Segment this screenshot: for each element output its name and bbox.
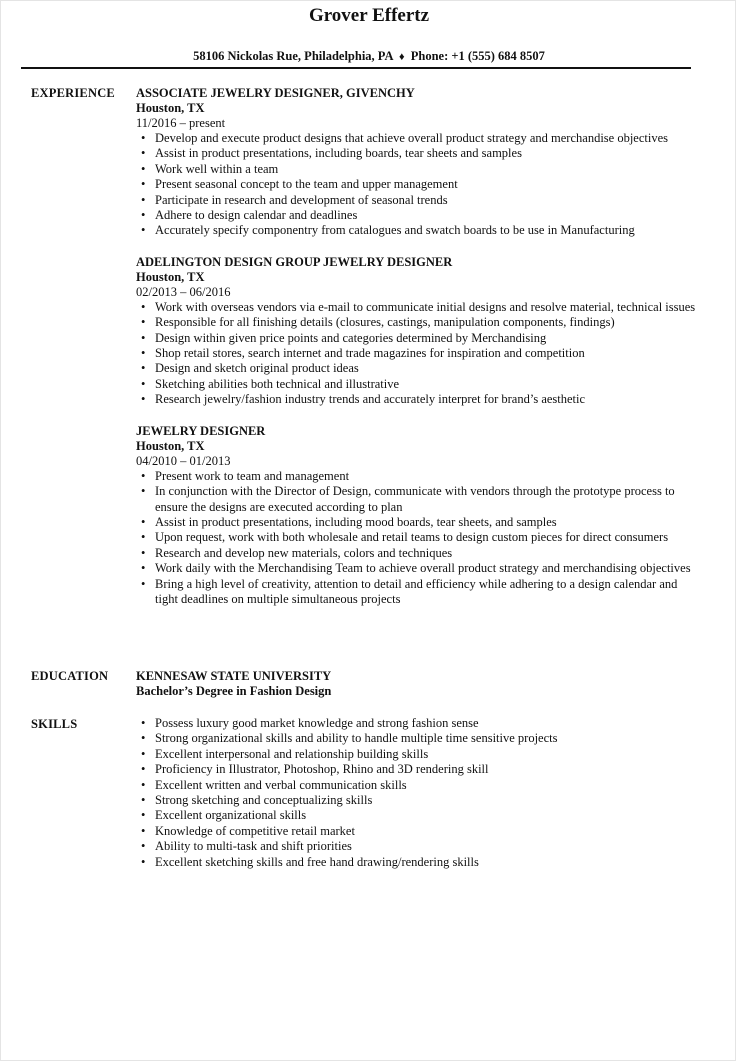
bullet-item: • Sketching abilities both technical and illustrative bbox=[136, 377, 696, 392]
education-body bbox=[136, 668, 696, 699]
skill-item: • Knowledge of competitive retail market bbox=[136, 824, 696, 839]
skill-item: • Ability to multi-task and shift priorities bbox=[136, 839, 696, 854]
experience-list bbox=[136, 85, 696, 622]
bullet-item: • Present seasonal concept to the team and upper management bbox=[136, 177, 696, 192]
header-divider bbox=[21, 67, 691, 69]
job-dates: 11/2016 – present bbox=[136, 116, 226, 130]
bullet-item: • Design and sketch original product ideas bbox=[136, 361, 696, 376]
job-bullets bbox=[136, 131, 696, 239]
bullet-item: • In conjunction with the Director of Design, communicate with vendors through the prototype process to ensure the designs are executed according to plan bbox=[136, 484, 696, 515]
bullet-item: • Participate in research and development of seasonal trends bbox=[136, 193, 696, 208]
bullet-item: • Shop retail stores, search internet and trade magazines for inspiration and competition bbox=[136, 346, 696, 361]
bullet-item: • Research and develop new materials, colors and techniques bbox=[136, 546, 696, 561]
bullet-item: • Research jewelry/fashion industry trends and accurately interpret for brand’s aesthetic bbox=[136, 392, 696, 407]
job-dates: 04/2010 – 01/2013 bbox=[136, 453, 231, 468]
skill-item: • Proficiency in Illustrator, Photoshop, Rhino and 3D rendering skill bbox=[136, 762, 696, 777]
job-entry bbox=[136, 85, 696, 239]
skills-body bbox=[136, 716, 696, 870]
job-location: Houston, TX bbox=[136, 101, 205, 115]
address: 58106 Nickolas Rue, Philadelphia, PA bbox=[193, 49, 393, 63]
section-label-experience: EXPERIENCE bbox=[31, 86, 115, 100]
skill-item: • Possess luxury good market knowledge and strong fashion sense bbox=[136, 716, 696, 731]
skills-list bbox=[136, 716, 696, 870]
bullet-item: • Responsible for all finishing details (closures, castings, manipulation components, findings) bbox=[136, 315, 696, 330]
resume-header bbox=[1, 3, 736, 66]
phone: Phone: +1 (555) 684 8507 bbox=[410, 49, 545, 63]
bullet-item: • Upon request, work with both wholesale and retail teams to design custom pieces for direct consumers bbox=[136, 530, 696, 545]
bullet-item: • Work daily with the Merchandising Team to achieve overall product strategy and merchandising objectives bbox=[136, 561, 696, 576]
degree: Bachelor’s Degree in Fashion Design bbox=[136, 684, 332, 698]
bullet-item: • Present work to team and management bbox=[136, 469, 696, 484]
job-title: JEWELRY DESIGNER bbox=[136, 423, 266, 438]
bullet-item: • Work with overseas vendors via e-mail to communicate initial designs and resolve material, technical issues bbox=[136, 300, 696, 315]
job-entry bbox=[136, 423, 696, 608]
bullet-item: • Bring a high level of creativity, attention to detail and efficiency while adhering to a design calendar and tight deadlines on multiple simultaneous projects bbox=[136, 577, 696, 608]
skill-item: • Excellent written and verbal communication skills bbox=[136, 778, 696, 793]
bullet-item: • Work well within a team bbox=[136, 162, 696, 177]
candidate-name: Grover Effertz bbox=[308, 5, 430, 26]
job-title: ASSOCIATE JEWELRY DESIGNER, GIVENCHY bbox=[136, 86, 415, 100]
diamond-separator-icon: ♦ bbox=[398, 51, 405, 63]
skill-item: • Strong organizational skills and ability to handle multiple time sensitive projects bbox=[136, 731, 696, 746]
bullet-item: • Accurately specify componentry from catalogues and swatch boards to be use in Manufacturing bbox=[136, 223, 696, 238]
skill-item: • Strong sketching and conceptualizing skills bbox=[136, 793, 696, 808]
job-location: Houston, TX bbox=[136, 269, 205, 284]
skill-item: • Excellent organizational skills bbox=[136, 808, 696, 823]
job-location: Houston, TX bbox=[136, 438, 205, 453]
bullet-item: • Assist in product presentations, including mood boards, tear sheets, and samples bbox=[136, 515, 696, 530]
job-bullets bbox=[136, 469, 696, 608]
job-title: ADELINGTON DESIGN GROUP JEWELRY DESIGNER bbox=[136, 254, 453, 269]
bullet-item: • Develop and execute product designs that achieve overall product strategy and merchandise objectives bbox=[136, 131, 696, 146]
bullet-item: • Design within given price points and categories determined by Merchandising bbox=[136, 331, 696, 346]
skill-item: • Excellent interpersonal and relationship building skills bbox=[136, 747, 696, 762]
job-bullets bbox=[136, 300, 696, 408]
section-label-education: EDUCATION bbox=[31, 669, 109, 683]
bullet-item: • Assist in product presentations, including boards, tear sheets and samples bbox=[136, 146, 696, 161]
school-name: KENNESAW STATE UNIVERSITY bbox=[136, 669, 332, 683]
section-label-skills: SKILLS bbox=[31, 717, 78, 731]
skill-item: • Excellent sketching skills and free hand drawing/rendering skills bbox=[136, 855, 696, 870]
job-dates: 02/2013 – 06/2016 bbox=[136, 284, 231, 299]
bullet-item: • Adhere to design calendar and deadlines bbox=[136, 208, 696, 223]
job-entry bbox=[136, 254, 696, 408]
contact-line bbox=[1, 47, 736, 66]
